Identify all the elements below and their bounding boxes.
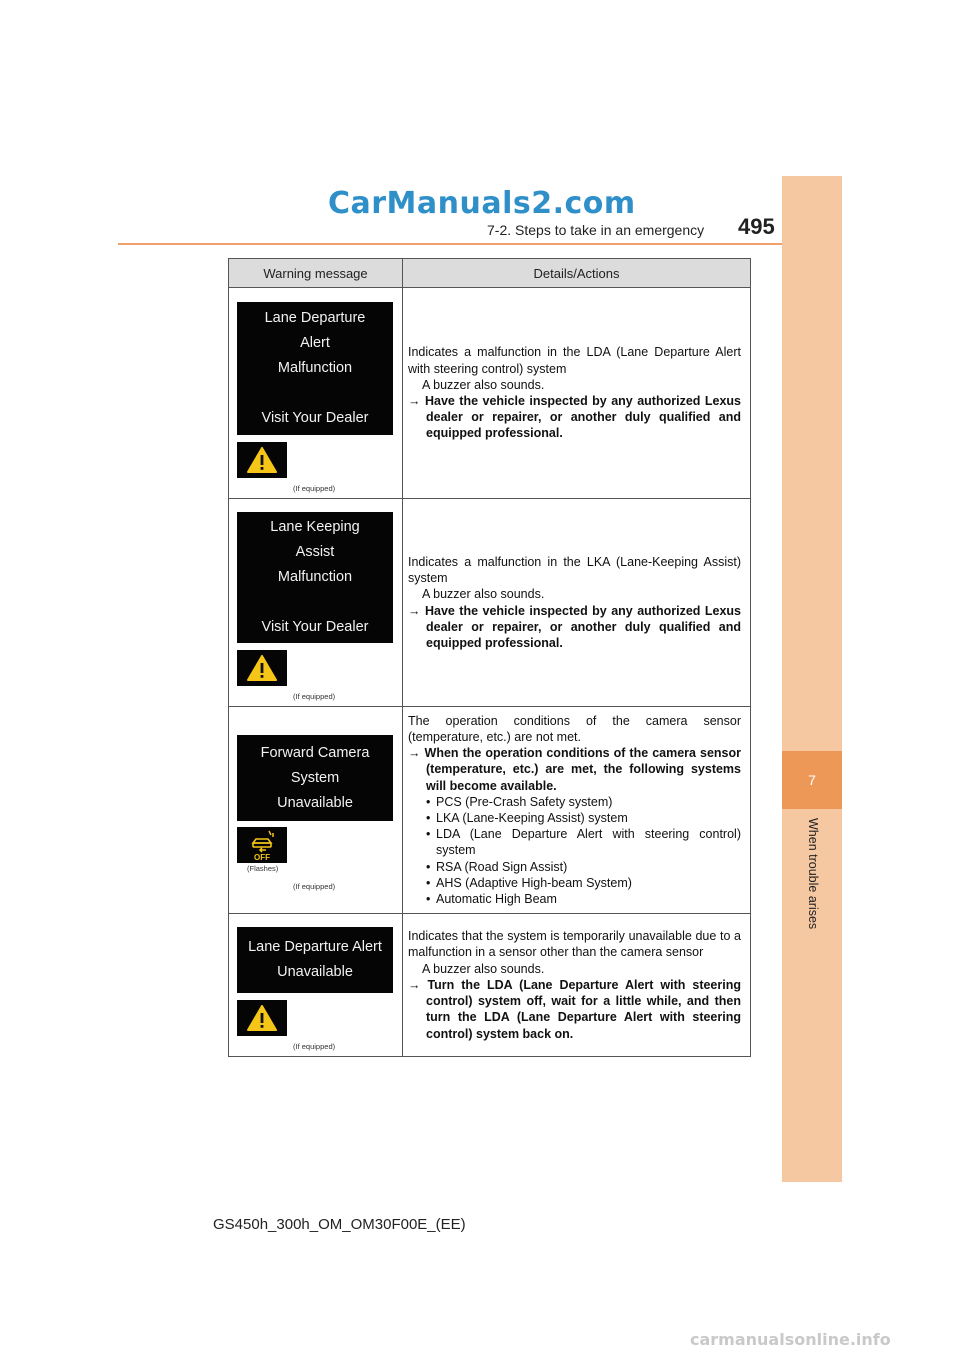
screen-line: Visit Your Dealer: [261, 410, 369, 426]
screen-line: Forward Camera: [260, 744, 370, 761]
warning-image-cell: [229, 914, 403, 1057]
details-cell: [403, 914, 751, 1057]
flashes-note: (Flashes): [247, 864, 279, 873]
sub-text: A buzzer also sounds.: [422, 961, 545, 976]
action-item: [408, 393, 741, 442]
arrow-icon: →: [408, 746, 425, 761]
chapter-label: When trouble arises: [806, 818, 820, 930]
screen-line: Unavailable: [277, 964, 353, 980]
warning-image-cell: [229, 499, 403, 707]
details-cell: [403, 707, 751, 914]
screen-line: Visit Your Dealer: [261, 619, 369, 635]
list-item: • AHS (Adaptive High-beam System): [426, 875, 741, 891]
chapter-sidebar: [782, 176, 842, 1182]
details-text: Indicates that the system is temporarily unavailable due to a malfunction in a sensor other than the camera sensor: [408, 929, 741, 960]
sub-text: A buzzer also sounds.: [422, 587, 545, 602]
warning-image-cell: [229, 707, 403, 914]
watermark-top: CarManuals2.com: [328, 186, 636, 221]
table-row: [229, 707, 751, 914]
table-row: [229, 288, 751, 499]
document-code: GS450h_300h_OM_OM30F00E_(EE): [213, 1216, 466, 1233]
watermark-bottom: carmanualsonline.info: [690, 1330, 891, 1349]
action-item: [408, 603, 741, 652]
display-screen: [237, 302, 393, 435]
warning-triangle-icon: [237, 442, 287, 478]
list-item: • LDA (Lane Departure Alert with steering control) system: [426, 826, 741, 858]
action-text: Have the vehicle inspected by any authorized Lexus dealer or repairer, or another duly qualified and equipped professional.: [424, 603, 741, 650]
screen-line: Assist: [295, 544, 335, 560]
action-text: Have the vehicle inspected by any authorized Lexus dealer or repairer, or another duly qualified and equipped professional.: [424, 394, 741, 441]
details-cell: [403, 288, 751, 499]
screen-line: Unavailable: [277, 794, 353, 811]
warning-message-table: [228, 258, 751, 1057]
arrow-icon: →: [408, 394, 425, 408]
action-text: When the operation conditions of the camera sensor (temperature, etc.) are met, the following systems will become available.: [424, 746, 741, 793]
action-text: Turn the LDA (Lane Departure Alert with steering control) system off, wait for a little while, and then turn the LDA (Lane Departure Alert with steering control) system back on.: [426, 977, 741, 1041]
warning-image-cell: [229, 288, 403, 499]
details-cell: [403, 499, 751, 707]
display-screen: [237, 735, 393, 821]
details-text: Indicates a malfunction in the LKA (Lane-Keeping Assist) system: [408, 554, 741, 586]
display-screen: [237, 927, 393, 993]
chapter-tab[interactable]: 7: [782, 751, 842, 809]
if-equipped-note: (If equipped): [293, 692, 336, 701]
if-equipped-note: (If equipped): [293, 484, 336, 493]
screen-line: Lane Keeping: [270, 519, 360, 535]
action-item: [408, 745, 741, 794]
arrow-icon: →: [408, 977, 428, 992]
warning-triangle-icon: [237, 650, 287, 686]
icon-off-label: OFF: [254, 853, 270, 861]
screen-line: Alert: [300, 335, 330, 351]
section-title: 7-2. Steps to take in an emergency: [487, 222, 705, 238]
warning-triangle-icon: [237, 1000, 287, 1036]
screen-line: System: [290, 769, 340, 786]
column-header-warning: Warning message: [229, 259, 403, 288]
display-screen: [237, 512, 393, 643]
table-row: [229, 499, 751, 707]
table-header-row: [229, 259, 751, 288]
list-item: • LKA (Lane-Keeping Assist) system: [426, 810, 741, 826]
action-item: [408, 977, 741, 1042]
column-header-details: Details/Actions: [403, 259, 751, 288]
camera-off-icon: [237, 827, 287, 863]
screen-line: Lane Departure Alert: [248, 939, 382, 955]
screen-line: Malfunction: [277, 569, 353, 585]
if-equipped-note: (If equipped): [293, 882, 336, 891]
header-rule: [118, 243, 842, 245]
details-text: Indicates a malfunction in the LDA (Lane Departure Alert with steering control) system: [408, 345, 741, 376]
details-text: The operation conditions of the camera sensor (temperature, etc.) are not met.: [408, 713, 741, 744]
page-number: 495: [738, 214, 775, 239]
sub-text: A buzzer also sounds.: [422, 377, 545, 392]
list-item: • PCS (Pre-Crash Safety system): [426, 794, 741, 810]
list-item: • Automatic High Beam: [426, 891, 741, 907]
screen-line: Malfunction: [277, 360, 353, 376]
screen-line: Lane Departure: [264, 310, 366, 326]
list-item: • RSA (Road Sign Assist): [426, 859, 741, 875]
system-list: [408, 794, 741, 907]
if-equipped-note: (If equipped): [293, 1042, 336, 1051]
table-row: [229, 914, 751, 1057]
arrow-icon: →: [408, 603, 425, 618]
